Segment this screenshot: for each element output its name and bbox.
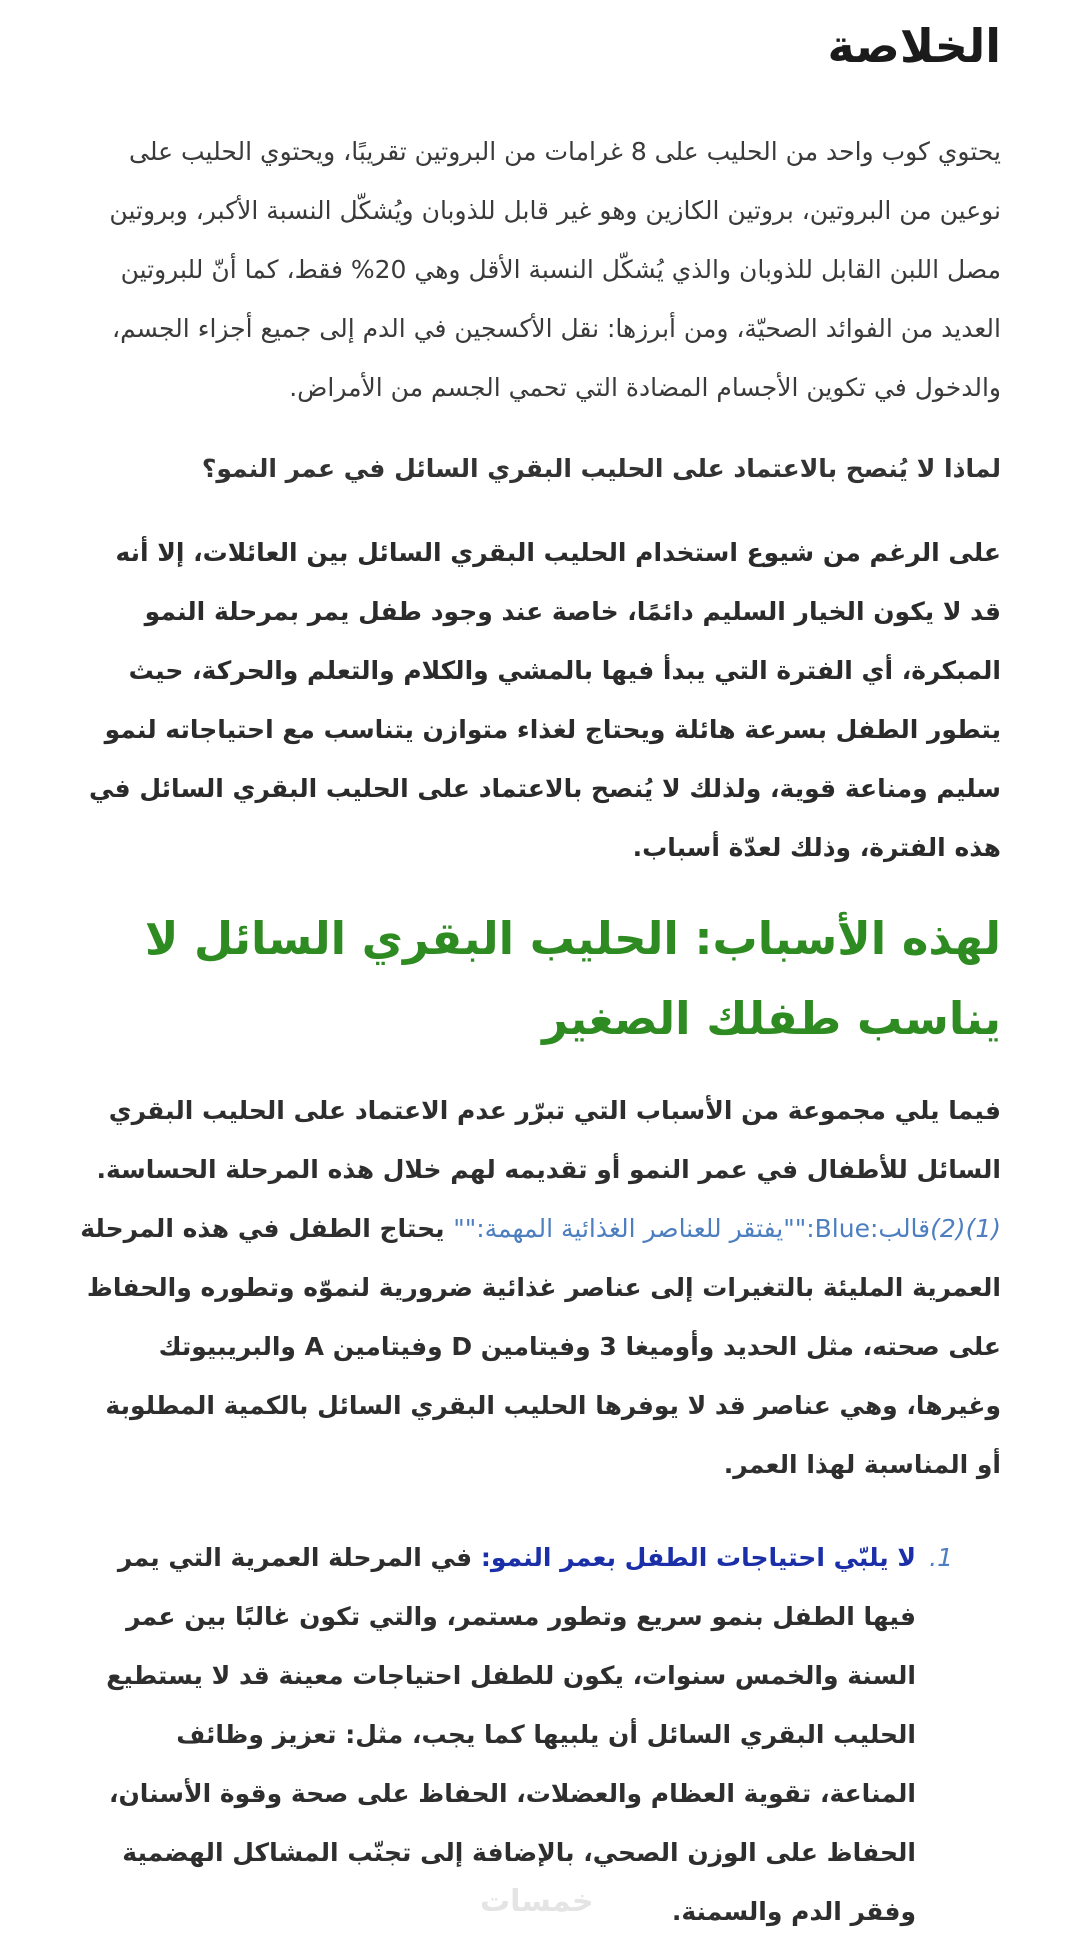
list-item-text: في المرحلة العمرية التي يمر فيها الطفل بنمو سريع وتطور مستمر، والتي تكون غالبًا بين عمر السنة والخمس سنوات، يكون للطفل احتياجات معينة قد لا يستطيع الحليب البقري السائل أن يلبيها كما يجب، مثل: تعزيز وظائف المناعة، تقوية العظام والعضلات، الحفاظ على صحة وقوة الأسنان، الحفاظ على الوزن الصحي، بالإضافة إلى تجنّب المشاكل الهضمية وفقر الدم والسمنة. (106, 1543, 916, 1926)
answer-paragraph: على الرغم من شيوع استخدام الحليب البقري السائل بين العائلات، إلا أنه قد لا يكون الخيار السليم دائمًا، خاصة عند وجود طفل يمر بمرحلة النمو المبكرة، أي الفترة التي يبدأ فيها بالمشي والكلام والتعلم والحركة، حيث يتطور الطفل بسرعة هائلة ويحتاج لغذاء متوازن يتناسب مع احتياجاته لنمو سليم ومناعة قوية، ولذلك لا يُنصح بالاعتماد على الحليب البقري السائل في هذه الفترة، وذلك لعدّة أسباب. (88, 538, 1001, 862)
reasons-list (76, 1528, 1001, 1941)
watermark-logo: خمسات (480, 1884, 594, 1919)
summary-heading: الخلاصة (827, 19, 1001, 73)
summary-paragraph: يحتوي كوب واحد من الحليب على 8 غرامات من البروتين تقريبًا، ويحتوي الحليب على نوعين من البروتين، بروتين الكازين وهو غير قابل للذوبان ويُشكّل النسبة الأكبر، وبروتين مصل اللبن القابل للذوبان والذي يُشكّل النسبة الأقل وهي 20% فقط، كما أنّ للبروتين العديد من الفوائد الصحيّة، ومن أبرزها: نقل الأكسجين في الدم إلى جميع أجزاء الجسم، والدخول في تكوين الأجسام المضادة التي تحمي الجسم من الأمراض. (109, 137, 1001, 402)
section-heading: لهذه الأسباب: الحليب البقري السائل لا يناسب طفلك الصغير (144, 912, 1001, 1045)
list-item (76, 1528, 1001, 1941)
section-intro-text: فيما يلي مجموعة من الأسباب التي تبرّر عدم الاعتماد على الحليب البقري السائل للأطفال في عمر النمو أو تقديمه لهم خلال هذه المرحلة الحساسة. (96, 1096, 1001, 1184)
reference-link-2[interactable]: (2) (930, 1214, 966, 1243)
template-placeholder-text[interactable]: قالب:Blue:""يفتقر للعناصر الغذائية المهمة:"" (453, 1214, 931, 1243)
reference-link-1[interactable]: (1) (965, 1214, 1001, 1243)
list-item-term: لا يلبّي احتياجات الطفل بعمر النمو: (480, 1543, 916, 1572)
list-item-number: 1. (929, 1543, 953, 1572)
section-intro-paragraph (76, 1081, 1001, 1494)
section-template-body: يحتاج الطفل في هذه المرحلة العمرية المليئة بالتغيرات إلى عناصر غذائية ضرورية لنموّه وتطوره والحفاظ على صحته، مثل الحديد وأوميغا 3 وفيتامين D وفيتامين A والبريبيوتك وغيرها، وهي عناصر قد لا يوفرها الحليب البقري السائل بالكمية المطلوبة أو المناسبة لهذا العمر. (80, 1214, 1001, 1479)
question-heading: لماذا لا يُنصح بالاعتماد على الحليب البقري السائل في عمر النمو؟ (201, 454, 1001, 483)
